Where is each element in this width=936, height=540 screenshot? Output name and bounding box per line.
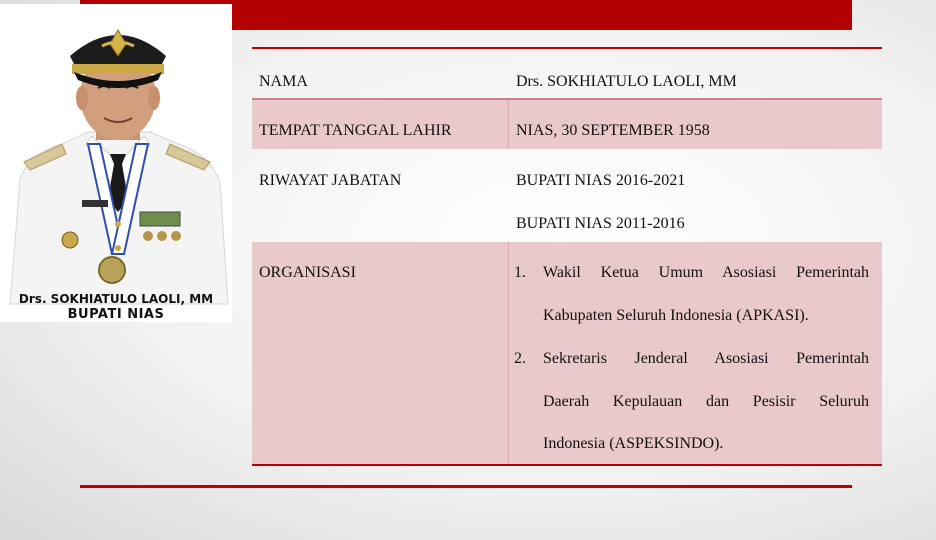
top-accent-bar <box>232 0 852 30</box>
official-portrait <box>0 4 232 322</box>
label-nama: NAMA <box>259 73 308 90</box>
list-item-line: Wakil Ketua Umum Asosiasi Pemerintah <box>543 264 869 281</box>
row-tempat-tanggal-lahir <box>252 100 882 149</box>
value-riwayat-1: BUPATI NIAS 2016-2021 <box>516 172 686 189</box>
value-riwayat-2: BUPATI NIAS 2011-2016 <box>516 215 685 232</box>
table-bottom-border <box>252 464 882 466</box>
list-number: 2. <box>514 350 526 367</box>
bottom-accent-line <box>80 485 852 488</box>
portrait-caption <box>0 292 232 322</box>
list-item-line: Kabupaten Seluruh Indonesia (APKASI). <box>543 307 809 324</box>
label-ttl: TEMPAT TANGGAL LAHIR <box>259 122 452 139</box>
portrait-illustration <box>0 4 232 322</box>
list-item-line: Indonesia (ASPEKSINDO). <box>543 435 724 452</box>
row-organisasi <box>252 242 882 464</box>
row-nama <box>252 49 882 98</box>
list-item-line: Daerah Kepulauan dan Pesisir Seluruh <box>543 393 869 410</box>
column-divider <box>508 242 509 464</box>
list-number: 1. <box>514 264 526 281</box>
row-riwayat-jabatan <box>252 149 882 242</box>
list-item-line: Sekretaris Jenderal Asosiasi Pemerintah <box>543 350 869 367</box>
column-divider <box>508 100 509 149</box>
caption-name: Drs. SOKHIATULO LAOLI, MM <box>18 292 214 306</box>
label-riwayat: RIWAYAT JABATAN <box>259 172 402 189</box>
label-organisasi: ORGANISASI <box>259 264 356 281</box>
value-ttl: NIAS, 30 SEPTEMBER 1958 <box>516 122 710 139</box>
value-nama: Drs. SOKHIATULO LAOLI, MM <box>516 73 737 90</box>
caption-title: BUPATI NIAS <box>67 307 165 322</box>
